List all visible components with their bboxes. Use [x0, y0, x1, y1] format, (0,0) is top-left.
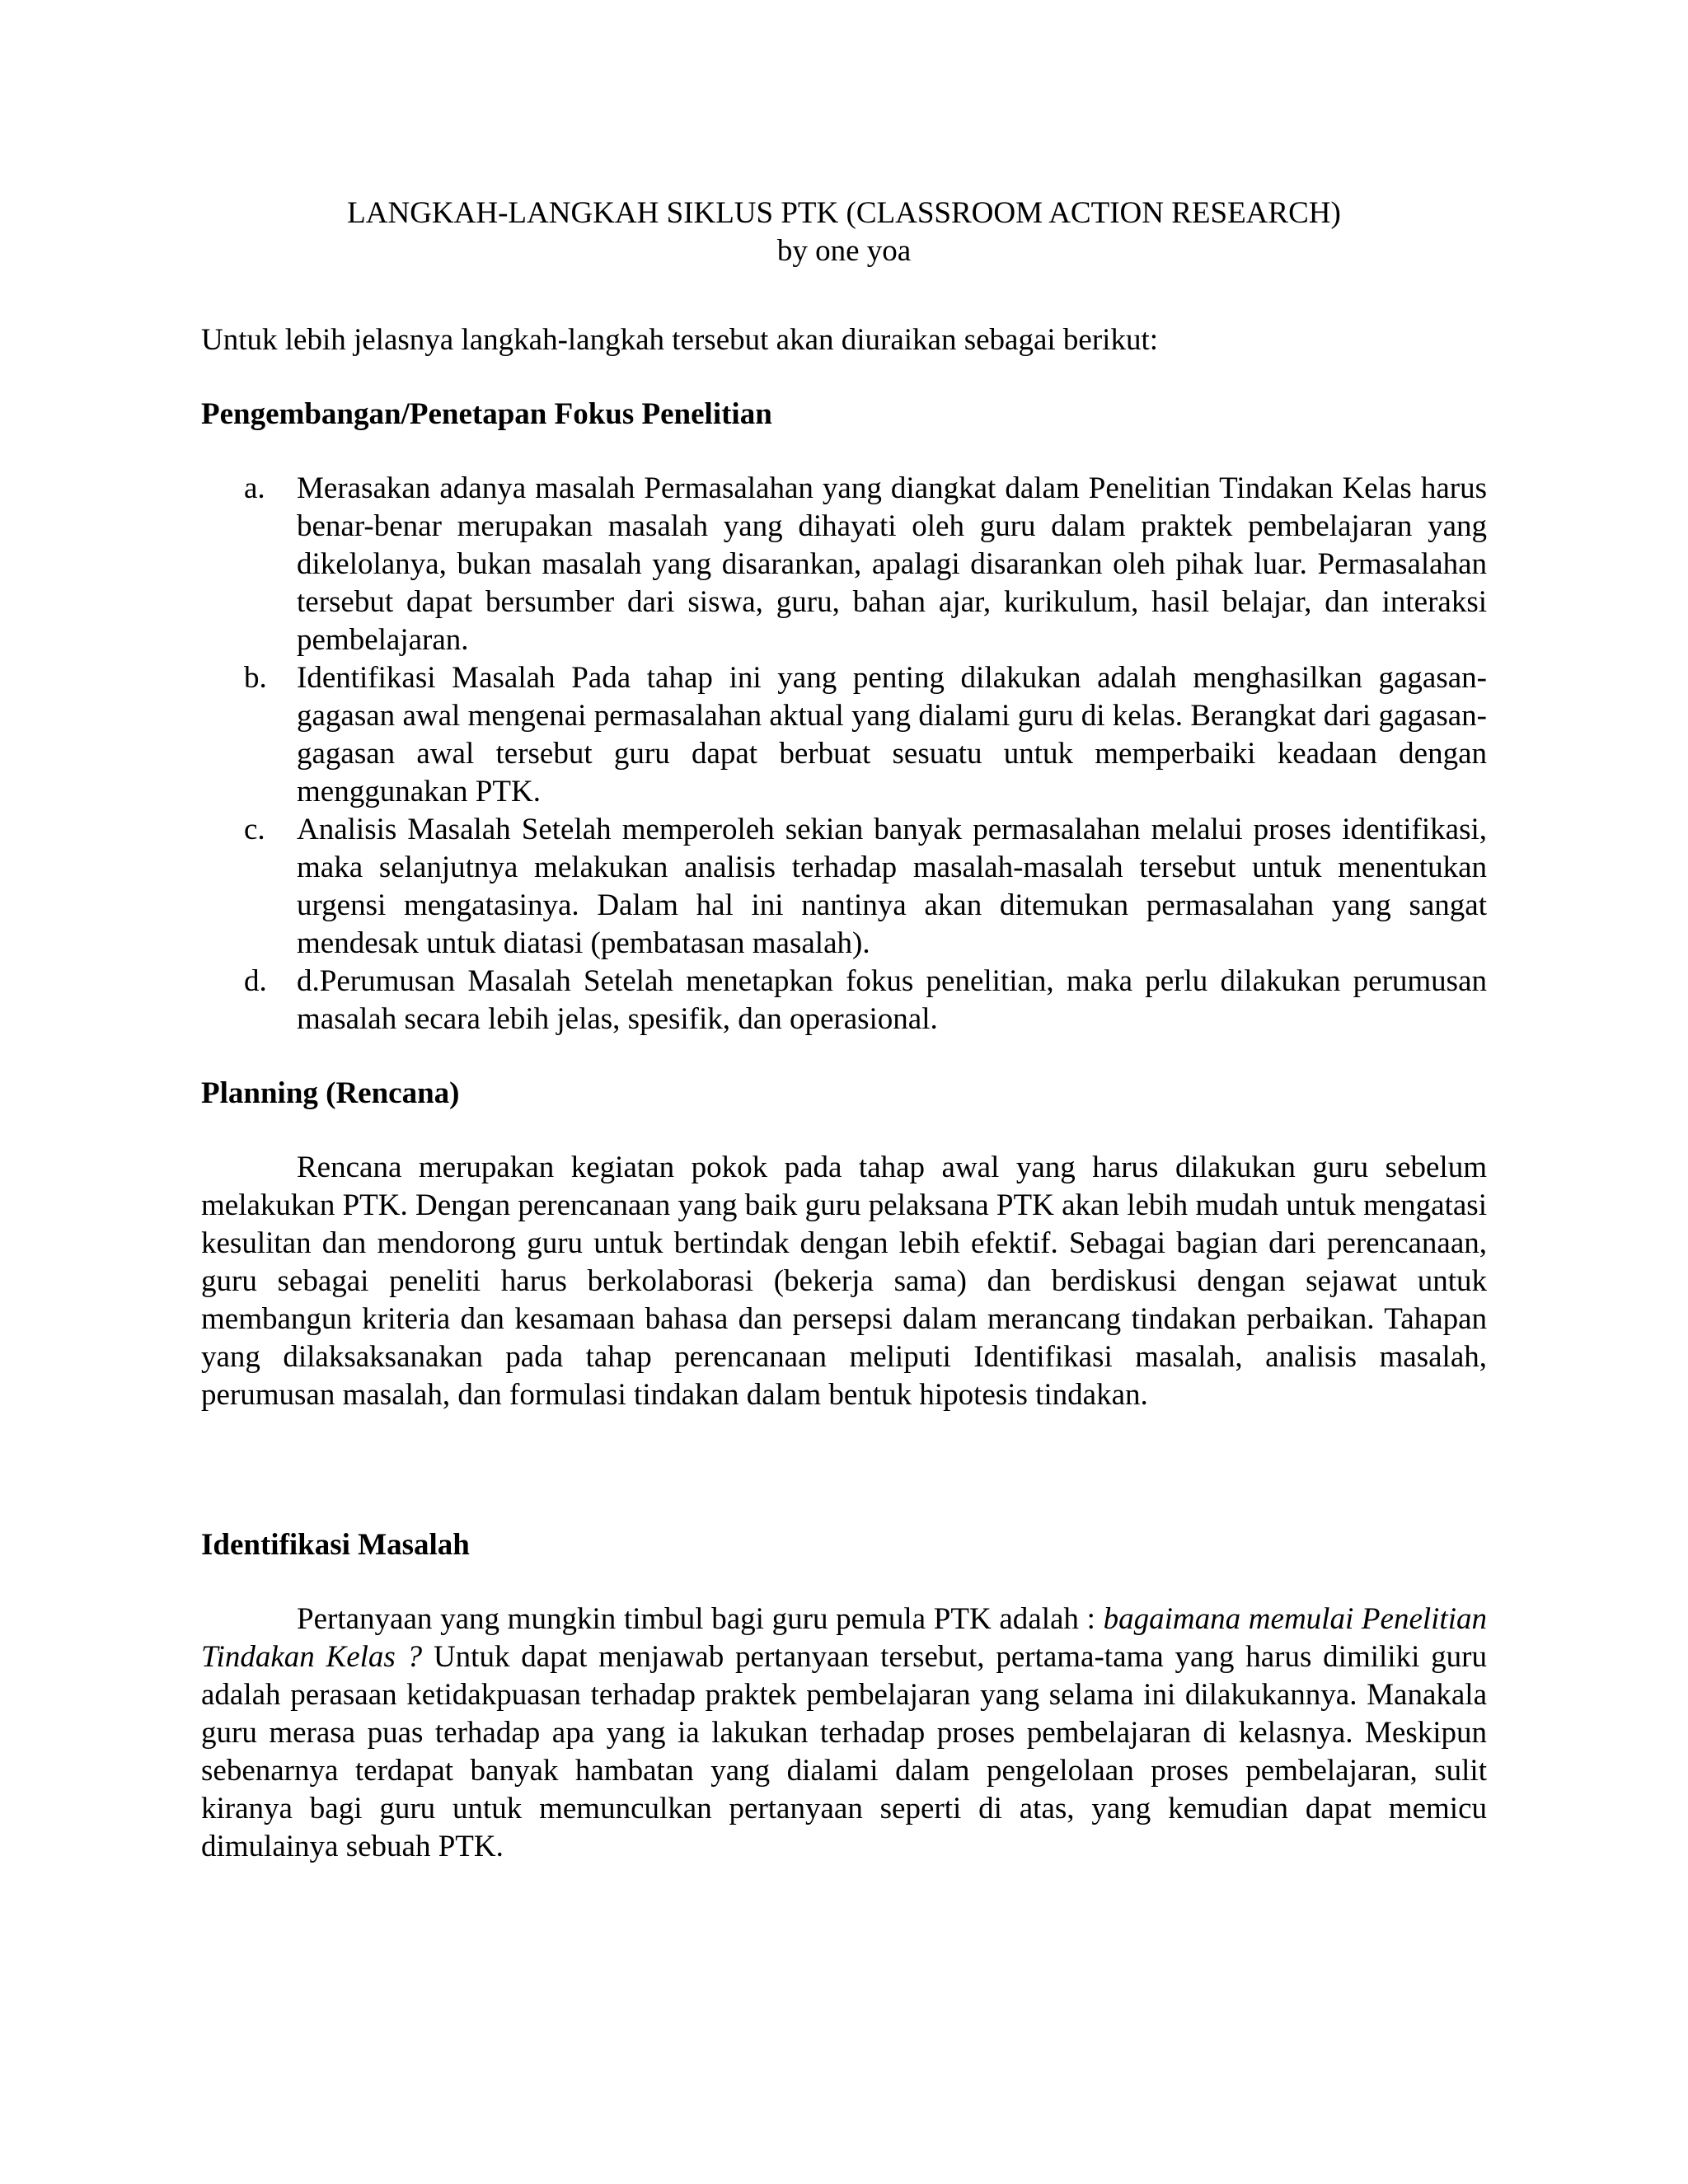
list-marker: a.	[244, 471, 265, 505]
document-page	[201, 194, 1487, 1866]
list-item-text: d.Perumusan Masalah Setelah menetapkan fokus penelitian, maka perlu dilakukan perumusan masalah secara lebih jelas, spesifik, dan operasional.	[297, 964, 1487, 1036]
list-marker: d.	[244, 964, 267, 998]
identifikasi-text-italic: bagaimana memulai Penelitian Tindakan Kelas ?	[201, 1602, 1487, 1674]
planning-paragraph: Rencana merupakan kegiatan pokok pada tahap awal yang harus dilakukan guru sebelum melakukan PTK. Dengan perencanaan yang baik guru pelaksana PTK akan lebih mudah untuk mengatasi kesulitan dan mendorong guru untuk bertindak dengan lebih efektif. Sebagai bagian dari perencanaan, guru sebagai peneliti harus berkolaborasi (bekerja sama) dan berdiskusi dengan sejawat untuk membangun kriteria dan kesamaan bahasa dan persepsi dalam merancang tindakan perbaikan. Tahapan yang dilaksaksanakan pada tahap perencanaan meliputi Identifikasi masalah, analisis masalah, perumusan masalah, dan formulasi tindakan dalam bentuk hipotesis tindakan.	[201, 1151, 1487, 1412]
heading-identifikasi: Identifikasi Masalah	[201, 1528, 470, 1562]
list-item-text: Analisis Masalah Setelah memperoleh sekian banyak permasalahan melalui proses identifikasi, maka selanjutnya melakukan analisis terhadap masalah-masalah tersebut untuk menentukan urgensi mengatasinya. Dalam hal ini nantinya akan ditemukan permasalahan yang sangat mendesak untuk diatasi (pembatasan masalah).	[297, 813, 1487, 960]
identifikasi-text-start: Pertanyaan yang mungkin timbul bagi guru pemula PTK adalah :	[297, 1602, 1104, 1636]
list-item	[201, 659, 1487, 811]
list-item	[201, 811, 1487, 963]
list-marker: b.	[244, 661, 267, 695]
list-item-text: Merasakan adanya masalah Permasalahan yang diangkat dalam Penelitian Tindakan Kelas harus benar-benar merupakan masalah yang dihayati oleh guru dalam praktek pembelajaran yang dikelolanya, bukan masalah yang disarankan, apalagi disarankan oleh pihak luar. Permasalahan tersebut dapat bersumber dari siswa, guru, bahan ajar, kurikulum, hasil belajar, dan interaksi pembelajaran.	[297, 471, 1487, 657]
identifikasi-paragraph	[201, 1601, 1487, 1866]
heading-planning: Planning (Rencana)	[201, 1076, 460, 1110]
title-line-1: LANGKAH-LANGKAH SIKLUS PTK (CLASSROOM ACTION RESEARCH)	[347, 196, 1341, 230]
list-item	[201, 963, 1487, 1038]
identifikasi-text-rest: Untuk dapat menjawab pertanyaan tersebut, pertama-tama yang harus dimiliki guru adalah perasaan ketidakpuasan terhadap praktek pembelajaran yang selama ini dilakukannya. Manakala guru merasa puas terhadap apa yang ia lakukan terhadap proses pembelajaran di kelasnya. Meskipun sebenarnya terdapat banyak hambatan yang dialami dalam pengelolaan proses pembelajaran, sulit kiranya bagi guru untuk memunculkan pertanyaan seperti di atas, yang kemudian dapat memicu dimulainya sebuah PTK.	[201, 1640, 1487, 1863]
pengembangan-list	[201, 470, 1487, 1038]
heading-pengembangan: Pengembangan/Penetapan Fokus Penelitian	[201, 397, 772, 431]
list-item-text: Identifikasi Masalah Pada tahap ini yang penting dilakukan adalah menghasilkan gagasan- gagasan awal mengenai permasalahan aktual yang dialami guru di kelas. Berangkat dari gagasan-gagasan awal tersebut guru dapat berbuat sesuatu untuk memperbaiki keadaan dengan menggunakan PTK.	[297, 661, 1487, 808]
list-item	[201, 470, 1487, 659]
document-title	[201, 194, 1487, 270]
title-byline: by one yoa	[776, 234, 912, 268]
intro-paragraph: Untuk lebih jelasnya langkah-langkah tersebut akan diuraikan sebagai berikut:	[201, 323, 1159, 357]
list-marker: c.	[244, 813, 265, 846]
